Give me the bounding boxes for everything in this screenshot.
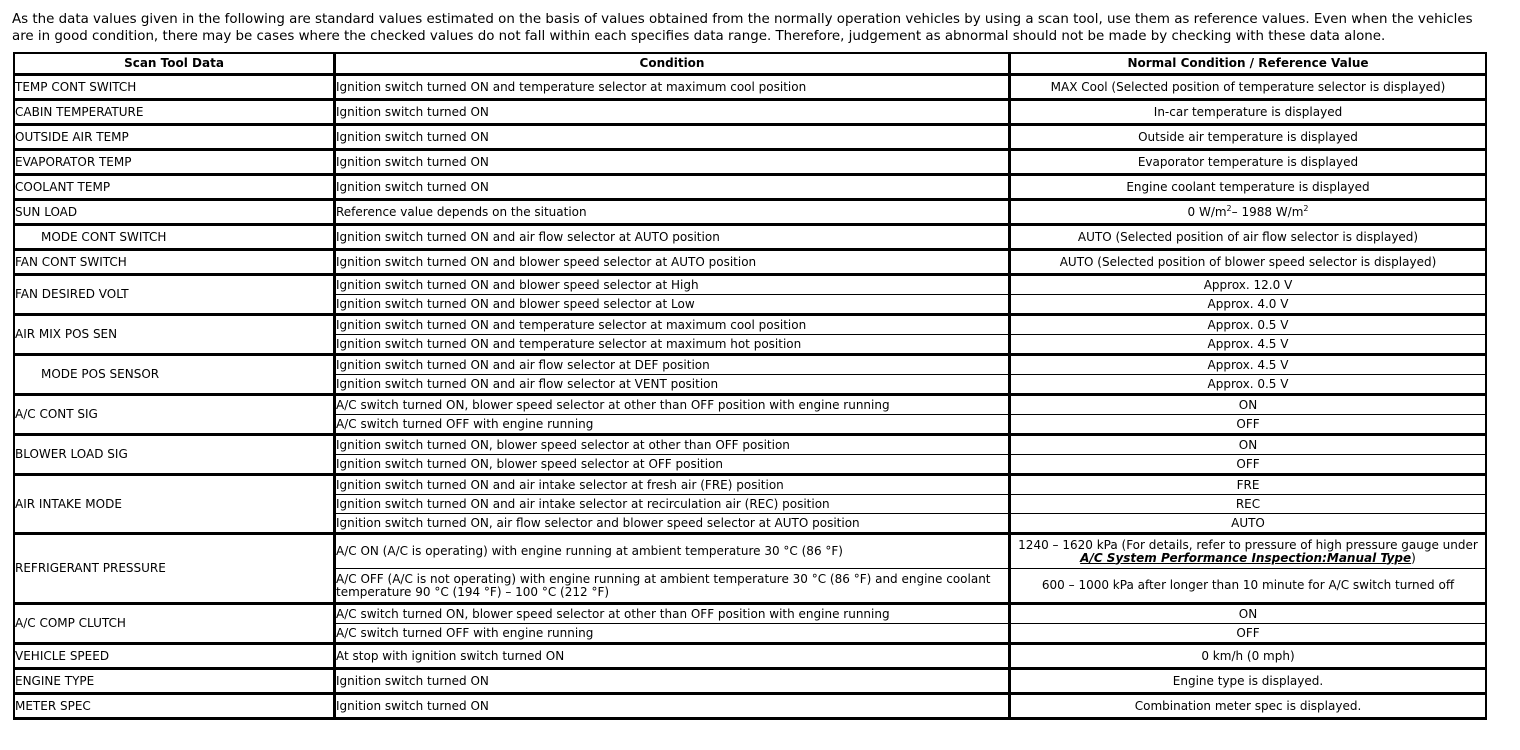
pressure-range-text: 1240 – 1620 kPa (For details, refer to pressure of high pressure gauge under xyxy=(1018,537,1478,552)
condition-cell: A/C ON (A/C is operating) with engine running at ambient temperature 30 °C (86 °F) xyxy=(336,535,1011,569)
value-cell: Approx. 4.5 V xyxy=(1011,356,1485,375)
condition-cell: Reference value depends on the situation xyxy=(336,201,1011,226)
value-cell: Engine coolant temperature is displayed xyxy=(1011,176,1485,201)
condition-cell: Ignition switch turned ON and air flow selector at DEF position xyxy=(336,356,1011,375)
data-name-cell: VEHICLE SPEED xyxy=(15,645,336,670)
table-row xyxy=(15,201,1485,226)
condition-cell: Ignition switch turned ON and temperature selector at maximum cool position xyxy=(336,76,1011,101)
performance-inspection-link[interactable]: A/C System Performance Inspection:Manual Type xyxy=(1080,550,1412,565)
header-scan-tool-data: Scan Tool Data xyxy=(15,54,336,76)
data-name-cell: MODE CONT SWITCH xyxy=(15,226,336,251)
data-name-cell: AIR INTAKE MODE xyxy=(15,476,336,535)
value-cell: In-car temperature is displayed xyxy=(1011,101,1485,126)
condition-cell: Ignition switch turned ON xyxy=(336,670,1011,695)
condition-cell: Ignition switch turned ON and blower speed selector at High xyxy=(336,276,1011,295)
data-name-cell: COOLANT TEMP xyxy=(15,176,336,201)
value-cell: ON xyxy=(1011,436,1485,455)
value-cell xyxy=(1011,201,1485,226)
condition-cell: Ignition switch turned ON xyxy=(336,151,1011,176)
value-cell xyxy=(1011,535,1485,569)
value-cell: AUTO xyxy=(1011,514,1485,535)
condition-cell: At stop with ignition switch turned ON xyxy=(336,645,1011,670)
condition-cell: Ignition switch turned ON and temperature selector at maximum hot position xyxy=(336,335,1011,356)
value-cell: AUTO (Selected position of air flow selector is displayed) xyxy=(1011,226,1485,251)
data-name-cell: A/C COMP CLUTCH xyxy=(15,605,336,645)
condition-cell: Ignition switch turned ON and air flow selector at VENT position xyxy=(336,375,1011,396)
table-row xyxy=(15,176,1485,201)
condition-cell: Ignition switch turned ON xyxy=(336,176,1011,201)
value-cell: OFF xyxy=(1011,624,1485,645)
table-row xyxy=(15,436,1485,455)
condition-cell: Ignition switch turned ON and blower speed selector at Low xyxy=(336,295,1011,316)
value-cell: ON xyxy=(1011,396,1485,415)
value-cell: 600 – 1000 kPa after longer than 10 minute for A/C switch turned off xyxy=(1011,569,1485,605)
table-row xyxy=(15,645,1485,670)
condition-cell: Ignition switch turned ON and air intake selector at fresh air (FRE) position xyxy=(336,476,1011,495)
data-name-cell: OUTSIDE AIR TEMP xyxy=(15,126,336,151)
value-cell: Approx. 0.5 V xyxy=(1011,316,1485,335)
value-cell: AUTO (Selected position of blower speed selector is displayed) xyxy=(1011,251,1485,276)
data-name-cell: FAN DESIRED VOLT xyxy=(15,276,336,316)
condition-cell: A/C switch turned ON, blower speed selector at other than OFF position with engine running xyxy=(336,396,1011,415)
table-row xyxy=(15,396,1485,415)
table-row xyxy=(15,76,1485,101)
table-header-row xyxy=(15,54,1485,76)
sun-load-min-text: 0 W/m xyxy=(1187,204,1227,219)
data-name-cell: MODE POS SENSOR xyxy=(15,356,336,396)
superscript: 2 xyxy=(1226,203,1232,213)
table-row xyxy=(15,670,1485,695)
condition-cell: Ignition switch turned ON and blower speed selector at AUTO position xyxy=(336,251,1011,276)
value-cell: Evaporator temperature is displayed xyxy=(1011,151,1485,176)
value-cell: MAX Cool (Selected position of temperature selector is displayed) xyxy=(1011,76,1485,101)
header-condition: Condition xyxy=(336,54,1011,76)
data-name-cell: CABIN TEMPERATURE xyxy=(15,101,336,126)
value-cell: FRE xyxy=(1011,476,1485,495)
data-name-cell: FAN CONT SWITCH xyxy=(15,251,336,276)
data-name-cell: METER SPEC xyxy=(15,695,336,718)
value-cell: Combination meter spec is displayed. xyxy=(1011,695,1485,718)
data-name-cell: EVAPORATOR TEMP xyxy=(15,151,336,176)
value-cell: 0 km/h (0 mph) xyxy=(1011,645,1485,670)
header-reference-value: Normal Condition / Reference Value xyxy=(1011,54,1485,76)
value-cell: OFF xyxy=(1011,415,1485,436)
condition-cell: Ignition switch turned ON xyxy=(336,126,1011,151)
condition-cell: Ignition switch turned ON and temperature selector at maximum cool position xyxy=(336,316,1011,335)
closing-paren: ) xyxy=(1411,550,1416,565)
table-row xyxy=(15,605,1485,624)
data-name-cell: REFRIGERANT PRESSURE xyxy=(15,535,336,605)
scan-tool-data-table xyxy=(13,52,1487,720)
value-cell: Approx. 4.5 V xyxy=(1011,335,1485,356)
data-name-cell: SUN LOAD xyxy=(15,201,336,226)
table-row xyxy=(15,695,1485,718)
intro-paragraph: As the data values given in the following are standard values estimated on the basis of values obtained from the normally operation vehicles by using a scan tool, use them as reference values. Even when the vehicles are in good condition, there may be cases where the checked values do not fall within each specifies data range. Therefore, judgement as abnormal should not be made by checking with these data alone. xyxy=(12,12,1473,44)
data-name-cell: AIR MIX POS SEN xyxy=(15,316,336,356)
condition-cell: A/C switch turned OFF with engine running xyxy=(336,624,1011,645)
data-name-cell: TEMP CONT SWITCH xyxy=(15,76,336,101)
table-row xyxy=(15,476,1485,495)
value-cell: OFF xyxy=(1011,455,1485,476)
table-row xyxy=(15,226,1485,251)
condition-cell: A/C OFF (A/C is not operating) with engine running at ambient temperature 30 °C (86 °F) and engine coolant temperature 90 °C (194 °F) – 100 °C (212 °F) xyxy=(336,569,1011,605)
condition-cell: Ignition switch turned ON, blower speed selector at OFF position xyxy=(336,455,1011,476)
table-row xyxy=(15,101,1485,126)
table-row xyxy=(15,251,1485,276)
condition-cell: Ignition switch turned ON, air flow selector and blower speed selector at AUTO position xyxy=(336,514,1011,535)
data-name-cell: A/C CONT SIG xyxy=(15,396,336,436)
table-row xyxy=(15,126,1485,151)
data-name-cell: BLOWER LOAD SIG xyxy=(15,436,336,476)
table-row xyxy=(15,151,1485,176)
condition-cell: Ignition switch turned ON xyxy=(336,101,1011,126)
value-cell: Outside air temperature is displayed xyxy=(1011,126,1485,151)
table-row xyxy=(15,276,1485,295)
table-row xyxy=(15,356,1485,375)
condition-cell: A/C switch turned ON, blower speed selector at other than OFF position with engine running xyxy=(336,605,1011,624)
superscript: 2 xyxy=(1303,203,1309,213)
table-row xyxy=(15,535,1485,569)
value-cell: Engine type is displayed. xyxy=(1011,670,1485,695)
condition-cell: Ignition switch turned ON, blower speed selector at other than OFF position xyxy=(336,436,1011,455)
value-cell: REC xyxy=(1011,495,1485,514)
value-cell: Approx. 12.0 V xyxy=(1011,276,1485,295)
condition-cell: Ignition switch turned ON and air intake selector at recirculation air (REC) position xyxy=(336,495,1011,514)
condition-cell: A/C switch turned OFF with engine running xyxy=(336,415,1011,436)
condition-cell: Ignition switch turned ON and air flow selector at AUTO position xyxy=(336,226,1011,251)
data-name-cell: ENGINE TYPE xyxy=(15,670,336,695)
value-cell: ON xyxy=(1011,605,1485,624)
value-cell: Approx. 4.0 V xyxy=(1011,295,1485,316)
sun-load-max-text: – 1988 W/m xyxy=(1231,204,1304,219)
value-cell: Approx. 0.5 V xyxy=(1011,375,1485,396)
condition-cell: Ignition switch turned ON xyxy=(336,695,1011,718)
table-row xyxy=(15,316,1485,335)
